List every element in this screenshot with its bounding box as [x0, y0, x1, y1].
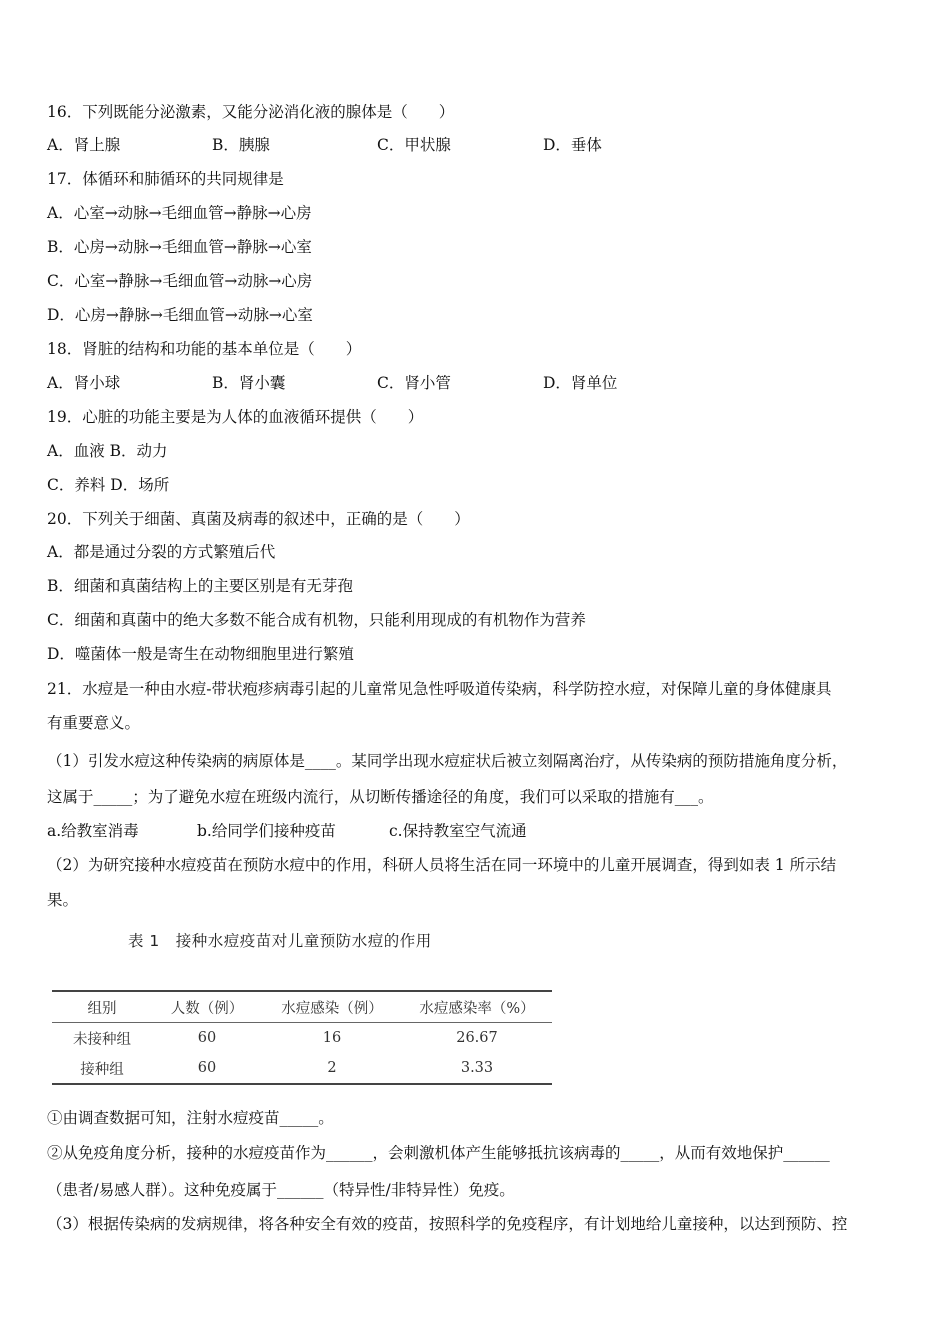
- q21-stem-line1: 21．水痘是一种由水痘-带状疱疹病毒引起的儿童常见急性呼吸道传染病，科学防控水痘，对保障儿童的身体健康具: [47, 680, 832, 698]
- table-row: [52, 1053, 552, 1084]
- q18-options: [47, 373, 907, 393]
- q19-option-cd: C．养料 D．场所: [47, 476, 170, 494]
- q21-part1-line2: 这属于_____；为了避免水痘在班级内流行，从切断传播途径的角度，我们可以采取的措施有___。: [47, 788, 714, 806]
- table-cell: 3.33: [460, 1060, 494, 1076]
- q21-stem-line2: 有重要意义。: [47, 714, 141, 732]
- table-header-count: 人数（例）: [170, 1000, 244, 1017]
- q20-option-b: B．细菌和真菌结构上的主要区别是有无芽孢: [47, 577, 353, 595]
- table-cell: 16: [322, 1030, 342, 1046]
- table-header-group: 组别: [87, 1000, 117, 1017]
- table-cell: 接种组: [80, 1061, 124, 1078]
- table-header-rate: 水痘感染率（%）: [419, 1000, 535, 1017]
- q21-measure-choices: [47, 821, 907, 841]
- q20-option-d: D．噬菌体一般是寄生在动物细胞里进行繁殖: [47, 645, 354, 663]
- q21-choice-c: c.保持教室空气流通: [389, 822, 527, 840]
- vaccine-result-table: [52, 990, 552, 1085]
- q16-stem: 16．下列既能分泌激素，又能分泌消化液的腺体是（ ）: [47, 103, 455, 121]
- q17-option-c: C．心室→静脉→毛细血管→动脉→心房: [47, 272, 313, 290]
- table-header-row: [52, 991, 552, 1023]
- q21-part3-line1: （3）根据传染病的发病规律，将各种安全有效的疫苗，按照科学的免疫程序，有计划地给儿童接种，以达到预防、控: [47, 1215, 848, 1233]
- q18-option-d: D．肾单位: [543, 374, 618, 392]
- q17-option-d: D．心房→静脉→毛细血管→动脉→心室: [47, 306, 313, 324]
- table-header-infected: 水痘感染（例）: [281, 1000, 383, 1017]
- q21-sub2-line2: （患者/易感人群）。这种免疫属于______（特异性/非特异性）免疫。: [47, 1181, 515, 1199]
- table-cell: 60: [197, 1060, 217, 1076]
- q21-part1-line1: （1）引发水痘这种传染病的病原体是____。某同学出现水痘症状后被立刻隔离治疗，从传染病的预防措施角度分析，: [47, 752, 848, 770]
- q21-part2-line2: 果。: [47, 891, 79, 909]
- q21-sub1: ①由调查数据可知，注射水痘疫苗_____。: [47, 1109, 334, 1127]
- q21-choice-b: b.给同学们接种疫苗: [197, 822, 336, 840]
- q21-choice-a: a.给教室消毒: [47, 822, 139, 840]
- table-cell: 未接种组: [73, 1031, 131, 1048]
- table-caption: 表 1 接种水痘疫苗对儿童预防水痘的作用: [128, 932, 432, 950]
- table-cell: 2: [327, 1060, 337, 1076]
- q18-option-c: C．肾小管: [377, 374, 451, 392]
- q19-stem: 19．心脏的功能主要是为人体的血液循环提供（ ）: [47, 408, 424, 426]
- table-cell: 26.67: [456, 1030, 498, 1046]
- q19-option-ab: A．血液 B．动力: [47, 442, 168, 460]
- table-cell: 60: [197, 1030, 217, 1046]
- q21-sub2-line1: ②从免疫角度分析，接种的水痘疫苗作为______，会刺激机体产生能够抵抗该病毒的_____，从而有效地保护______: [47, 1144, 830, 1162]
- q21-part2-line1: （2）为研究接种水痘疫苗在预防水痘中的作用，科研人员将生活在同一环境中的儿童开展调查，得到如表 1 所示结: [47, 856, 837, 874]
- q16-option-b: B．胰腺: [212, 136, 270, 154]
- q17-option-a: A．心室→动脉→毛细血管→静脉→心房: [47, 204, 312, 222]
- q20-stem: 20．下列关于细菌、真菌及病毒的叙述中，正确的是（ ）: [47, 510, 470, 528]
- q16-option-a: A．肾上腺: [47, 136, 121, 154]
- q17-stem: 17．体循环和肺循环的共同规律是: [47, 170, 284, 188]
- q20-option-c: C．细菌和真菌中的绝大多数不能合成有机物，只能利用现成的有机物作为营养: [47, 611, 586, 629]
- q16-options: [47, 135, 907, 155]
- q16-option-c: C．甲状腺: [377, 136, 451, 154]
- table-row: [52, 1023, 552, 1054]
- q18-option-a: A．肾小球: [47, 374, 121, 392]
- q20-option-a: A．都是通过分裂的方式繁殖后代: [47, 543, 276, 561]
- q16-option-d: D．垂体: [543, 136, 602, 154]
- q17-option-b: B．心房→动脉→毛细血管→静脉→心室: [47, 238, 312, 256]
- q18-stem: 18．肾脏的结构和功能的基本单位是（ ）: [47, 340, 362, 358]
- q18-option-b: B．肾小囊: [212, 374, 286, 392]
